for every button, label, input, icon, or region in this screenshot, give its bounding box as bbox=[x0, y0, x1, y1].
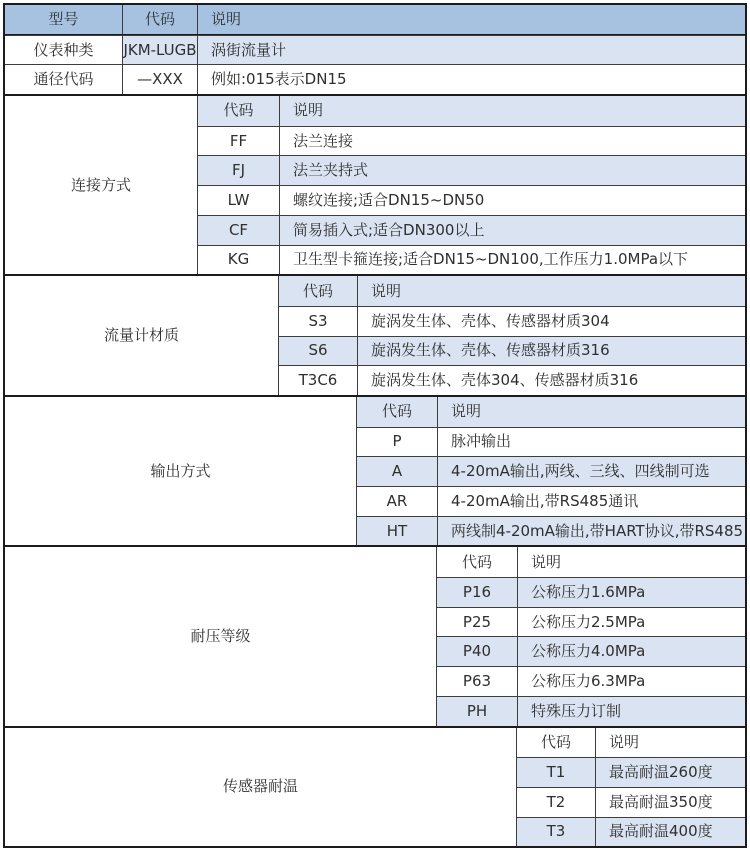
desc-cell: 两线制4-20mA输出,带HART协议,带RS485 bbox=[437, 517, 745, 546]
header-code: 代码 bbox=[122, 5, 197, 34]
code-cell: T1 bbox=[546, 763, 566, 782]
desc-cell: 公称压力4.0MPa bbox=[517, 637, 745, 666]
section-flowmeter-material bbox=[5, 274, 745, 395]
table-row bbox=[437, 696, 745, 726]
code-cell: JKM-LUGB bbox=[122, 36, 197, 65]
desc-cell: 涡街流量计 bbox=[197, 36, 745, 65]
section-label: 流量计材质 bbox=[5, 276, 278, 395]
desc-cell: 法兰夹持式 bbox=[279, 156, 745, 185]
sub-header-desc: 说明 bbox=[279, 96, 745, 126]
desc-cell: 脉冲输出 bbox=[437, 428, 745, 457]
desc-cell: 螺纹连接;适合DN15~DN50 bbox=[279, 186, 745, 215]
sub-header-code: 代码 bbox=[461, 552, 492, 571]
desc-cell: 特殊压力订制 bbox=[517, 697, 745, 726]
code-cell: T3C6 bbox=[298, 371, 338, 390]
code-cell: A bbox=[391, 462, 403, 481]
table-row bbox=[357, 427, 745, 457]
sub-header-code: 代码 bbox=[223, 101, 254, 120]
code-cell: S6 bbox=[308, 341, 328, 360]
desc-cell: 公称压力1.6MPa bbox=[517, 578, 745, 607]
sub-header-desc: 说明 bbox=[437, 397, 745, 427]
section-output-type bbox=[5, 395, 745, 545]
sub-header-code: 代码 bbox=[540, 732, 571, 751]
model-selection-table bbox=[3, 3, 747, 848]
section-pressure-rating bbox=[5, 545, 745, 725]
desc-cell: 最高耐温400度 bbox=[595, 818, 745, 847]
code-cell: KG bbox=[227, 250, 250, 269]
section-label: 耐压等级 bbox=[5, 547, 436, 725]
table-row bbox=[198, 155, 745, 185]
code-cell: LW bbox=[227, 190, 250, 209]
table-row bbox=[517, 817, 745, 847]
row-label: 通径代码 bbox=[5, 65, 122, 94]
table-row bbox=[279, 365, 745, 395]
table-row bbox=[517, 787, 745, 817]
desc-cell: 4-20mA输出,带RS485通讯 bbox=[437, 487, 745, 516]
row-label: 仪表种类 bbox=[5, 36, 122, 65]
table-row bbox=[357, 486, 745, 516]
sub-header-code: 代码 bbox=[302, 281, 333, 300]
desc-cell: 4-20mA输出,两线、三线、四线制可选 bbox=[437, 457, 745, 486]
desc-cell: 法兰连接 bbox=[279, 127, 745, 156]
table-row-instrument-type bbox=[5, 35, 745, 65]
table-row bbox=[198, 185, 745, 215]
desc-cell: 最高耐温350度 bbox=[595, 788, 745, 817]
table-row-diameter-code bbox=[5, 64, 745, 94]
desc-cell: 旋涡发生体、壳体304、传感器材质316 bbox=[357, 366, 745, 395]
code-cell: PH bbox=[466, 701, 488, 720]
code-cell: P bbox=[392, 432, 402, 451]
table-row bbox=[437, 636, 745, 666]
table-header-row bbox=[5, 5, 745, 35]
section-sensor-temperature bbox=[5, 726, 745, 847]
table-row bbox=[279, 306, 745, 336]
code-cell: T2 bbox=[546, 792, 566, 811]
sub-header-row bbox=[279, 276, 745, 306]
code-cell: AR bbox=[386, 491, 408, 510]
sub-header-desc: 说明 bbox=[357, 276, 745, 306]
table-row bbox=[198, 245, 745, 275]
code-cell: T3 bbox=[546, 822, 566, 841]
desc-cell: 公称压力2.5MPa bbox=[517, 608, 745, 637]
header-desc: 说明 bbox=[197, 5, 745, 34]
sub-header-desc: 说明 bbox=[595, 728, 745, 758]
sub-header-row bbox=[198, 96, 745, 126]
code-cell: —XXX bbox=[122, 65, 197, 94]
table-row bbox=[357, 516, 745, 546]
desc-cell: 旋涡发生体、壳体、传感器材质316 bbox=[357, 337, 745, 366]
code-cell: P63 bbox=[462, 671, 492, 690]
table-row bbox=[198, 215, 745, 245]
code-cell: CF bbox=[228, 220, 249, 239]
section-connection-type bbox=[5, 94, 745, 274]
section-label: 输出方式 bbox=[5, 397, 356, 545]
desc-cell: 旋涡发生体、壳体、传感器材质304 bbox=[357, 307, 745, 336]
table-row bbox=[198, 126, 745, 156]
code-cell: FF bbox=[229, 131, 248, 150]
table-row bbox=[517, 757, 745, 787]
table-row bbox=[437, 666, 745, 696]
sub-header-row bbox=[437, 547, 745, 577]
sub-header-desc: 说明 bbox=[517, 547, 745, 577]
sub-header-code: 代码 bbox=[381, 402, 412, 421]
table-row bbox=[437, 577, 745, 607]
table-row bbox=[279, 336, 745, 366]
sub-header-row bbox=[357, 397, 745, 427]
code-cell: P25 bbox=[462, 612, 492, 631]
code-cell: P16 bbox=[462, 582, 492, 601]
section-label: 连接方式 bbox=[5, 96, 197, 274]
code-cell: P40 bbox=[462, 642, 492, 661]
code-cell: S3 bbox=[308, 311, 328, 330]
code-cell: HT bbox=[386, 521, 408, 540]
desc-cell: 卫生型卡箍连接;适合DN15~DN100,工作压力1.0MPa以下 bbox=[279, 246, 745, 275]
desc-cell: 最高耐温260度 bbox=[595, 758, 745, 787]
table-row bbox=[437, 607, 745, 637]
desc-cell: 例如:015表示DN15 bbox=[197, 65, 745, 94]
desc-cell: 简易插入式;适合DN300以上 bbox=[279, 216, 745, 245]
code-cell: FJ bbox=[231, 161, 246, 180]
header-model: 型号 bbox=[48, 9, 79, 28]
section-label: 传感器耐温 bbox=[5, 728, 516, 847]
table-row bbox=[357, 456, 745, 486]
sub-header-row bbox=[517, 728, 745, 758]
desc-cell: 公称压力6.3MPa bbox=[517, 667, 745, 696]
top-block bbox=[5, 5, 745, 94]
